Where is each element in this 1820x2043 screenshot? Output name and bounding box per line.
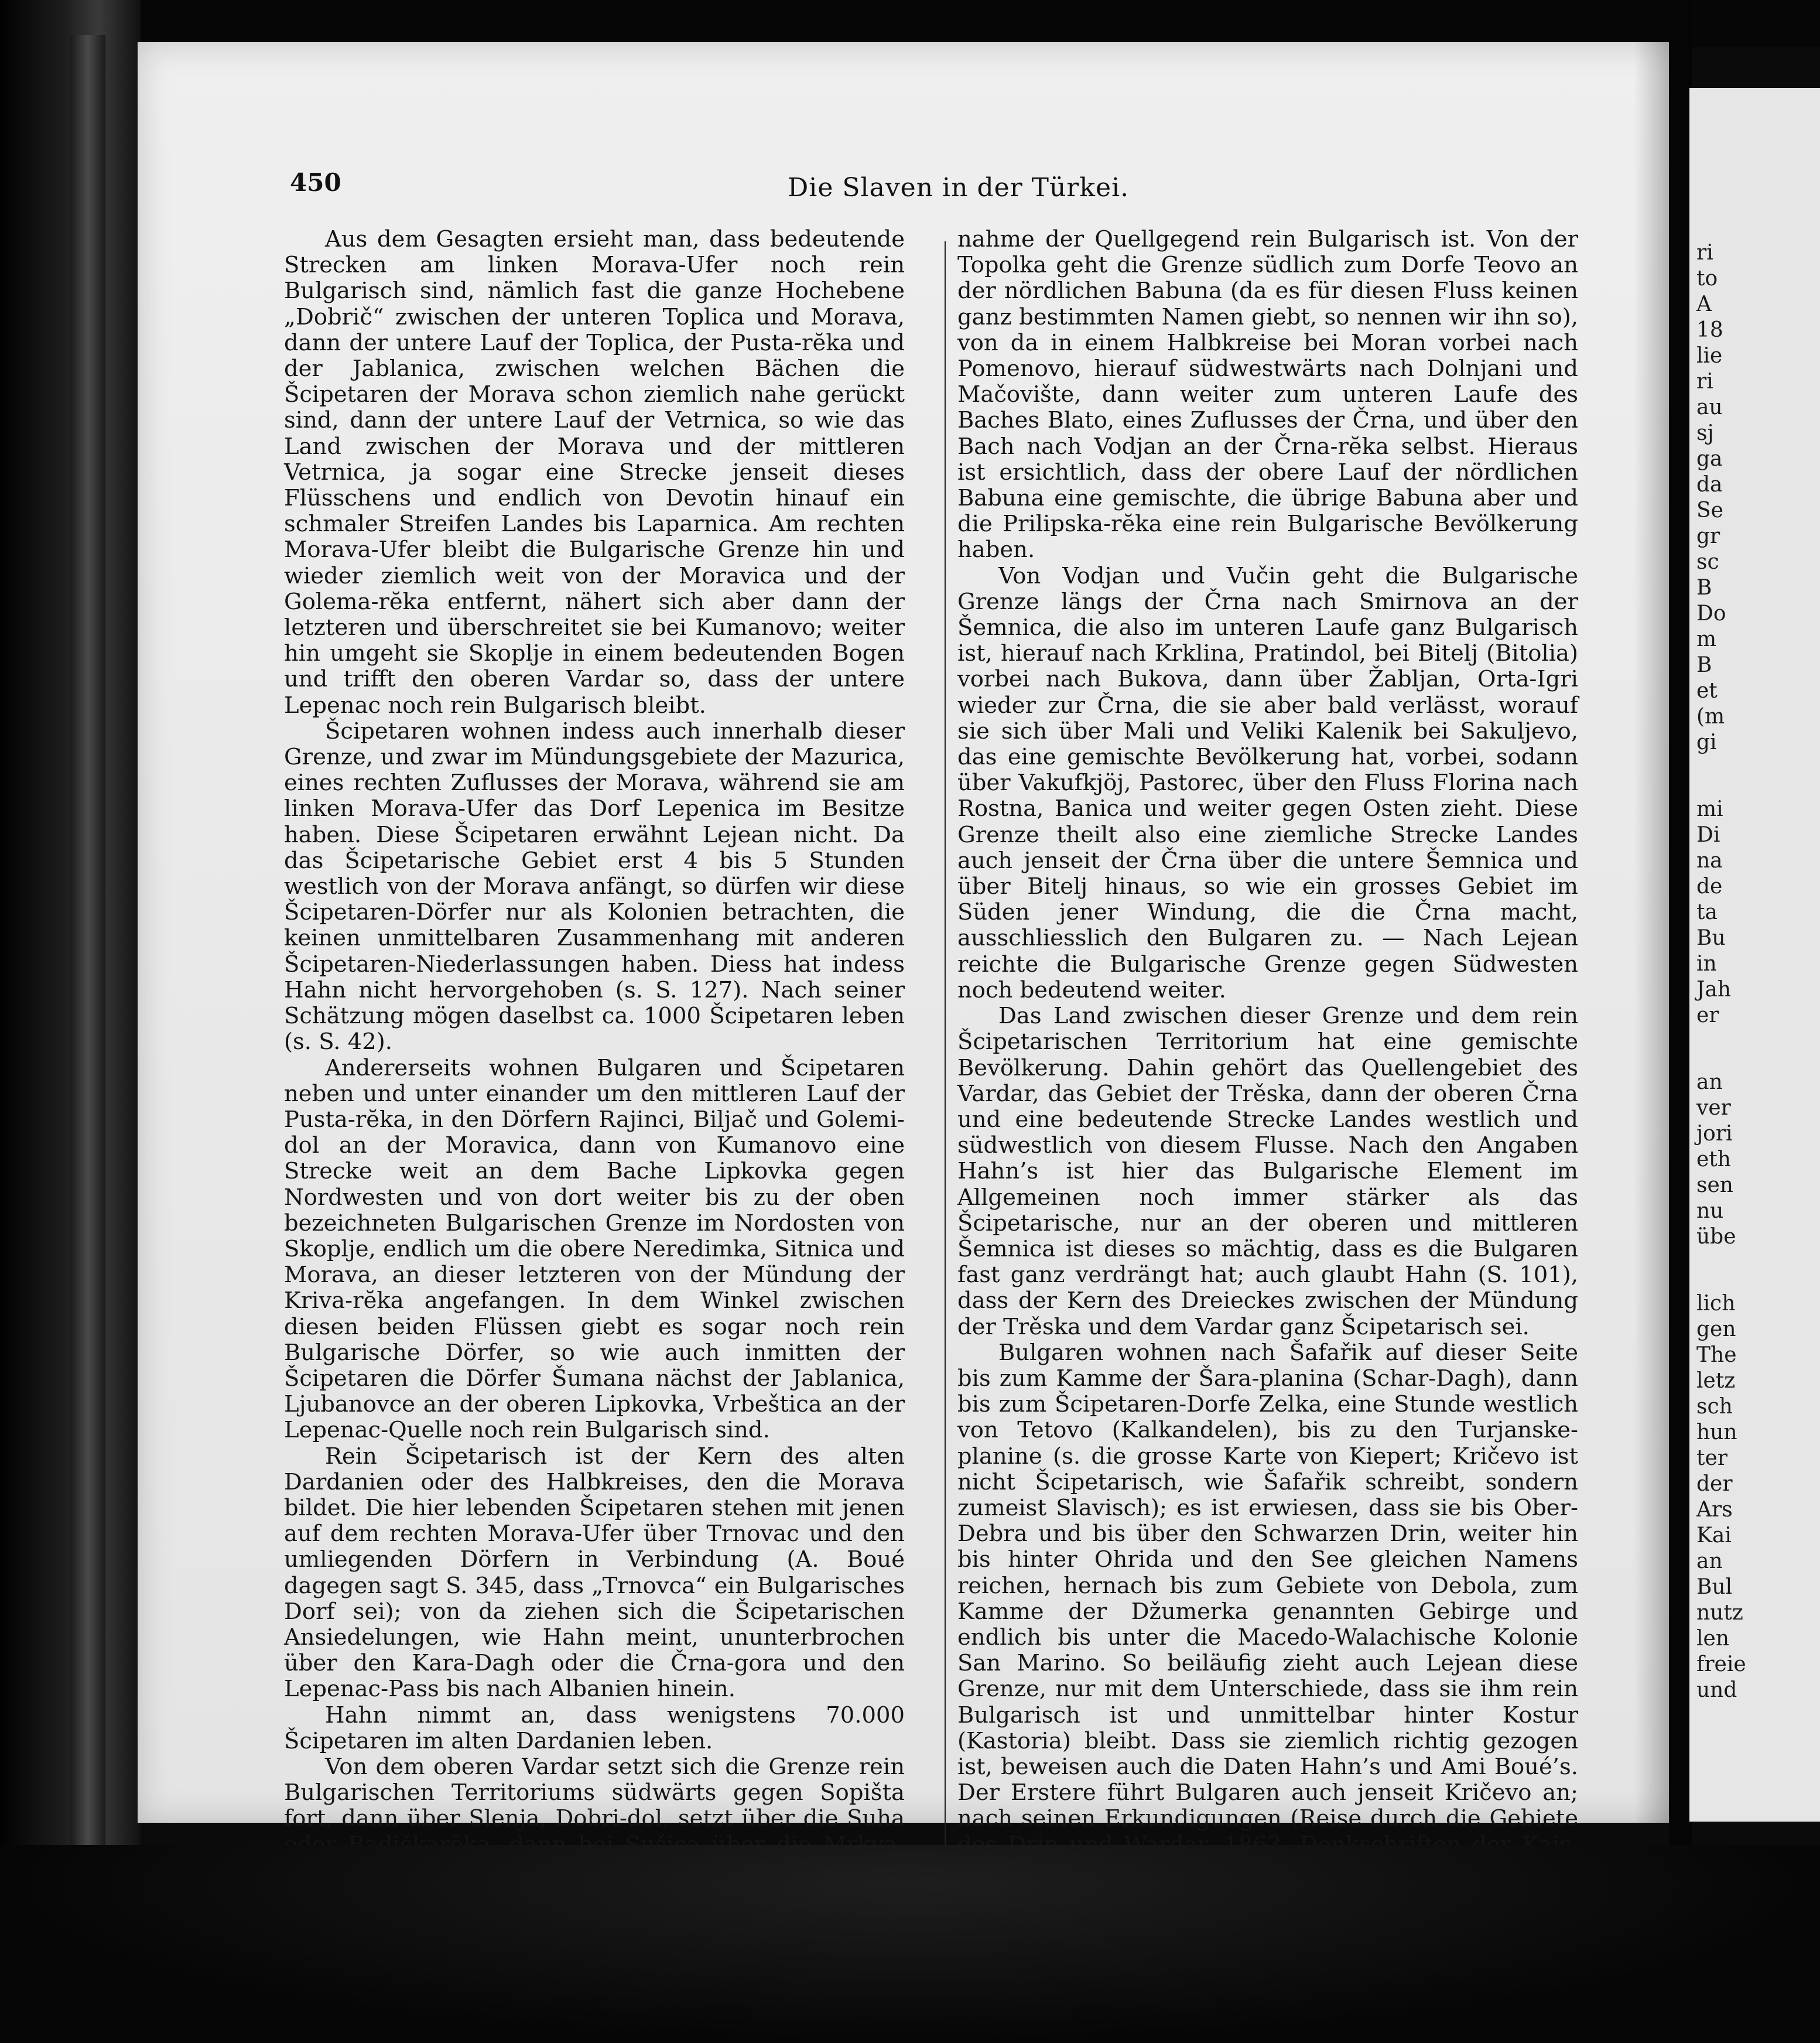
paragraph: nahme der Quellgegend rein Bulgarisch ist. Von der Topolka geht die Grenze südlich zum Dorfe Teovo an der nördlichen Babuna (da es für diesen Fluss keinen ganz bestimmten Namen giebt, so nennen wir ihn so), von da in einem Halbkreise bei Moran vorbei nach Pomenovo, hierauf südwestwärts nach Dolnjani und Mačovište, dann weiter zum unteren Laufe des Baches Blato, eines Zuflusses der Črna, und über den Bach nach Vodjan an der Črna-rĕka selbst. Hieraus ist ersichtlich, dass der obere Lauf der nördlichen Babuna eine gemischte, die übrige Babuna aber und die Prilipska-rĕka eine rein Bulgarische Bevölkerung haben. (957, 226, 1578, 563)
adjacent-page-fragment: Do (1696, 602, 1726, 626)
adjacent-page-fragment: er (1696, 1003, 1719, 1027)
paragraph: Rein Šcipetarisch ist der Kern des alten Dardanien oder des Halbkreises, den die Morava bildet. Die hier lebenden Šcipetaren stehen mit jenen auf dem rechten Morava-Ufer über Trnovac und den umliegenden Dörfern in Verbindung (A. Boué dagegen sagt S. 345, dass „Trnovca“ ein Bulgarisches Dorf sei); von da ziehen sich die Šcipetarischen Ansiedelungen, wie Hahn meint, ununterbrochen über den Kara-Dagh oder die Črna-gora und den Lepenac-Pass bis nach Albanien hinein. (284, 1443, 905, 1703)
adjacent-page-fragment: The (1696, 1343, 1737, 1367)
scanner-frame-bottom (0, 1845, 1820, 2043)
book-page (138, 42, 1686, 1832)
paragraph: Šcipetaren wohnen indess auch innerhalb dieser Grenze, und zwar im Mündungsgebiete der Mazurica, eines rechten Zuflusses der Morava, während sie am linken Morava-Ufer das Dorf Lepenica im Besitze haben. Diese Šcipetaren erwähnt Lejean nicht. Da das Šcipetarische Gebiet erst 4 bis 5 Stunden westlich von der Morava anfängt, so dürfen wir diese Šcipetaren-Dörfer nur als Kolonien betrachten, die keinen unmittelbaren Zusammenhang mit anderen Šcipetaren-Niederlassungen haben. Diess hat indess Hahn nicht hervorgehoben (s. S. 127). Nach seiner Schätzung mögen daselbst ca. 1000 Šcipetaren leben (s. S. 42). (284, 718, 905, 1055)
adjacent-page-fragment: 18 (1696, 318, 1723, 342)
adjacent-page-fragment: B (1696, 653, 1712, 677)
adjacent-page-fragment: freie (1696, 1652, 1746, 1676)
book-spine (70, 35, 105, 1880)
adjacent-page (1689, 88, 1820, 1822)
adjacent-page-fragment: Bul (1696, 1575, 1733, 1599)
adjacent-page-fragment: ta (1696, 900, 1718, 924)
adjacent-page-fragment: to (1696, 267, 1718, 291)
paragraph: Hahn nimmt an, dass wenigstens 70.000 Šcipetaren im alten Dardanien leben. (284, 1702, 905, 1754)
adjacent-page-fragment: Ars (1696, 1498, 1733, 1522)
paragraph: Bulgaren wohnen nach Šafařik auf dieser Seite bis zum Kamme der Šara-planina (Schar-Dagh), dann bis zum Šcipetaren-Dorfe Zelka, eine Stunde westlich von Tetovo (Kalkandelen), bis zu den Turjanske-planine (s. die grosse Karte von Kiepert; Kričevo ist nicht Šcipetarisch, wie Šafařik schreibt, sondern zumeist Slavisch); es ist erwiesen, dass sie bis Ober-Debra und bis über den Schwarzen Drin, weiter hin bis hinter Ohrida und den See gleichen Namens reichen, hernach bis zum Gebiete von Debola, zum Kamme der Džumerka genannten Gebirge und endlich bis unter die Macedo-Walachische Kolonie San Marino. So beiläufig zieht auch Lejean diese Grenze, nur mit dem Unterschiede, dass sie ihm rein Bulgarisch ist und unmittelbar hinter Kostur (Kastoria) bleibt. Dass sie ziemlich richtig gezogen ist, beweisen auch die Daten Hahn’s und Ami Boué’s. Der Erstere führt Bulgaren auch jenseit Kričevo an; nach seinen Erkundigungen (Reise durch die Gebiete (957, 1339, 1578, 1832)
adjacent-page-fragment: der (1696, 1472, 1733, 1496)
adjacent-page-fragment: sc (1696, 550, 1719, 574)
adjacent-page-fragment: au (1696, 395, 1723, 419)
adjacent-page-fragment: ri (1696, 370, 1713, 394)
adjacent-page-fragment: gi (1696, 730, 1717, 754)
paragraph: Von dem oberen Vardar setzt sich die Grenze rein Bulgarischen Territoriums südwärts gegen Sopišta fort, dann über Slenja, Dobri-dol, setzt über die Suha (284, 1753, 905, 1832)
adjacent-page-fragment: ga (1696, 447, 1723, 471)
adjacent-page-fragment: Bu (1696, 926, 1726, 950)
adjacent-page-fragment: ver (1696, 1096, 1731, 1120)
paragraph: Aus dem Gesagten ersieht man, dass bedeutende Strecken am linken Morava-Ufer noch rein Bulgarisch sind, nämlich fast die ganze Hochebene „Dobrič“ zwischen der unteren Toplica und Morava, dann der untere Lauf der Toplica, der Pusta-rĕka und der Jablanica, zwischen welchen Bächen die Šcipetaren der Morava schon ziemlich nahe gerückt sind, dann der untere Lauf der Vetrnica, so wie das Land zwischen der Morava und der mittleren Vetrnica, ja sogar eine Strecke jenseit dieses Flüsschens und endlich von Devotin hinauf ein schmaler Streifen Landes bis Laparnica. Am rechten Morava-Ufer bleibt die Bulgarische Grenze hin und wieder ziemlich weit von der Moravica und der Golema-rĕka entfernt, nähert sich aber dann der letzteren und überschreitet sie bei Kumanovo; weiter hin umgeht sie Skoplje in einem bedeutenden Bogen und trifft den oberen Vardar so, dass der untere Lepenac noch rein Bulgarisch bleibt. (284, 226, 905, 719)
paragraph: Das Land zwischen dieser Grenze und dem rein Šcipetarischen Territorium hat eine gemischte Bevölkerung. Dahin gehört das Quellengebiet des Vardar, das Gebiet der Trěska, dann der oberen Črna und eine bedeutende Strecke Landes westlich und südwestlich von diesem Flusse. Nach den Angaben Hahn’s ist hier das Bulgarische Element im Allgemeinen noch immer stärker als das Šcipetarische, nur an der oberen und mittleren Šemnica ist dieses so mächtig, dass es die Bulgaren fast ganz verdrängt hat; auch glaubt Hahn (S. 101), dass der Kern des Dreieckes zwischen der Mündung der Trěska und dem Vardar ganz Šcipetarisch sei. (957, 1003, 1578, 1340)
adjacent-page-fragment: et (1696, 679, 1718, 703)
adjacent-page-fragment: in (1696, 952, 1717, 976)
adjacent-page-fragment: an (1696, 1549, 1723, 1573)
adjacent-page-fragment: jori (1696, 1122, 1733, 1146)
adjacent-page-fragment: lie (1696, 344, 1723, 368)
adjacent-page-fragment: da (1696, 473, 1723, 497)
adjacent-page-fragment: hun (1696, 1420, 1737, 1444)
adjacent-page-fragment: letz (1696, 1369, 1736, 1393)
left-text-column (284, 227, 905, 1987)
adjacent-page-fragment: ter (1696, 1446, 1727, 1470)
scanner-frame-top (0, 0, 1820, 47)
adjacent-page-fragment: nutz (1696, 1601, 1743, 1625)
adjacent-page-fragment: Se (1696, 498, 1723, 522)
column-divider (945, 241, 946, 1870)
adjacent-page-fragment: sj (1696, 421, 1714, 445)
adjacent-page-fragment: m (1696, 627, 1717, 651)
running-title: Die Slaven in der Türkei. (788, 173, 1130, 203)
adjacent-page-fragment: an (1696, 1070, 1723, 1094)
adjacent-page-fragment: lich (1696, 1292, 1736, 1316)
adjacent-page-fragment: mi (1696, 797, 1723, 821)
adjacent-page-fragment: übe (1696, 1225, 1736, 1249)
adjacent-page-fragment: sen (1696, 1173, 1733, 1197)
adjacent-page-fragment: gr (1696, 524, 1720, 548)
adjacent-page-fragment: (m (1696, 705, 1725, 729)
adjacent-page-fragment: Kai (1696, 1523, 1732, 1547)
adjacent-page-fragment: gen (1696, 1317, 1736, 1341)
page-number: 450 (290, 168, 341, 197)
adjacent-page-fragment: nu (1696, 1199, 1724, 1223)
adjacent-page-fragment: eth (1696, 1147, 1731, 1171)
adjacent-page-fragment: und (1696, 1678, 1737, 1702)
adjacent-page-fragment: Di (1696, 823, 1720, 847)
paragraph: Andererseits wohnen Bulgaren und Šcipetaren neben und unter einander um den mittleren Lauf der Pusta-rĕka, in den Dörfern Rajinci, Biljač und Golemi-dol an der Moravica, dann von Kumanovo eine Strecke weit an dem Bache Lipkovka gegen Nordwesten und von dort weiter bis zu der oben bezeichneten Bulgarischen Grenze im Nordosten von Skoplje, endlich um die obere Neredimka, Sitnica und Morava, an dieser letzteren von der Mündung der Kriva-rĕka angefangen. In dem Winkel zwischen diesen beiden Flüssen giebt es sogar noch rein Bulgarische Dörfer, so wie auch inmitten der Šcipetaren die Dörfer Šumana nächst der Jablanica, Ljubanovce an der oberen Lipkovka, Vrbeštica an der Lepenac-Quelle noch rein Bulgarisch sind. (284, 1054, 905, 1444)
adjacent-page-fragment: Jah (1696, 978, 1732, 1002)
adjacent-page-fragment: sch (1696, 1395, 1733, 1419)
adjacent-page-fragment: B (1696, 576, 1712, 600)
adjacent-page-fragment: len (1696, 1627, 1730, 1651)
right-text-column (957, 227, 1578, 2039)
adjacent-page-fragment: de (1696, 874, 1723, 898)
paragraph: Von Vodjan und Vučin geht die Bulgarische Grenze längs der Črna nach Smirnova an der Šemnica, die also im unteren Laufe ganz Bulgarisch ist, hierauf nach Krklina, Pratindol, bei Bitelj (Bitolia) vorbei nach Bukova, dann über Žabljan, Orta-Igri wieder zur Črna, die sie aber bald verlässt, worauf sie sich über Mali und Veliki Kalenik bei Sakuljevo, das eine gemischte Bevölkerung hat, vorbei, sodann über Vakufkjöj, Pastorec, über den Fluss Florina nach Rostna, Banica und weiter gegen Osten zieht. Diese Grenze theilt also eine ziemliche Strecke Landes auch jenseit der Črna über die untere Šemnica und über Bitelj hinaus, so wie ein grosses Gebiet im Süden jener Windung, die die Črna macht, ausschliesslich den Bulgaren zu. — Nach Lejean reichte die Bulgarische Grenze gegen Südwesten noch bedeutend weiter. (957, 562, 1578, 1003)
adjacent-page-fragment: ri (1696, 241, 1713, 265)
book-gutter (1669, 0, 1692, 1845)
page-header (138, 168, 1686, 209)
adjacent-page-fragment: A (1696, 292, 1712, 316)
adjacent-page-fragment: na (1696, 849, 1723, 873)
